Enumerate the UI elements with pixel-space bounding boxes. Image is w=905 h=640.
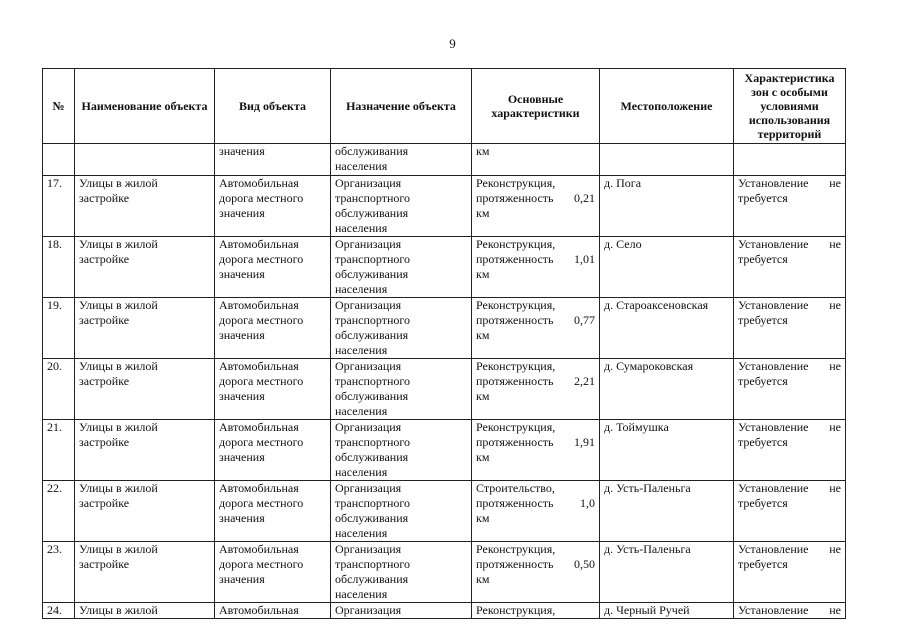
cell-name: Улицы в жилой — [75, 603, 215, 619]
cell-name: Улицы в жилой застройке — [75, 176, 215, 237]
cell-zones: Установление не требуется — [734, 237, 846, 298]
table-row-24 — [43, 603, 846, 619]
cell-location — [600, 144, 734, 176]
cell-purpose: Организация — [331, 603, 472, 619]
cell-zones: Установление не — [734, 603, 846, 619]
cell-name: Улицы в жилой застройке — [75, 481, 215, 542]
cell-location: д. Пога — [600, 176, 734, 237]
cell-characteristics: Реконструкция, протяженность 0,21 км — [472, 176, 600, 237]
cell-num: 19. — [43, 298, 75, 359]
cell-location: д. Сумароковская — [600, 359, 734, 420]
header-purpose: Назначение объекта — [331, 69, 472, 144]
table-row-17 — [43, 176, 846, 237]
table-row-19 — [43, 298, 846, 359]
header-type: Вид объекта — [215, 69, 331, 144]
cell-purpose: Организация транспортного обслуживания населения — [331, 176, 472, 237]
header-location: Местоположение — [600, 69, 734, 144]
cell-location: д. Усть-Паленьга — [600, 542, 734, 603]
cell-zones: Установление не требуется — [734, 359, 846, 420]
cell-name: Улицы в жилой застройке — [75, 237, 215, 298]
objects-table — [42, 68, 846, 619]
page-number: 9 — [449, 36, 456, 51]
cell-purpose: Организация транспортного обслуживания населения — [331, 237, 472, 298]
continuation-row — [43, 144, 846, 176]
cell-type: Автомобильная дорога местного значения — [215, 237, 331, 298]
cell-name: Улицы в жилой застройке — [75, 359, 215, 420]
cell-type: Автомобильная — [215, 603, 331, 619]
cell-type: Автомобильная дорога местного значения — [215, 420, 331, 481]
cell-characteristics: км — [472, 144, 600, 176]
cell-location: д. Староаксеновская — [600, 298, 734, 359]
cell-characteristics: Строительство, протяженность 1,0 км — [472, 481, 600, 542]
cell-purpose: Организация транспортного обслуживания населения — [331, 298, 472, 359]
cell-purpose: Организация транспортного обслуживания населения — [331, 542, 472, 603]
cell-name: Улицы в жилой застройке — [75, 420, 215, 481]
cell-zones: Установление не требуется — [734, 481, 846, 542]
cell-type: значения — [215, 144, 331, 176]
cell-type: Автомобильная дорога местного значения — [215, 542, 331, 603]
table-row-23 — [43, 542, 846, 603]
cell-purpose: Организация транспортного обслуживания населения — [331, 420, 472, 481]
cell-num: 23. — [43, 542, 75, 603]
header-zones: Характеристика зон с особыми условиями использования территорий — [734, 69, 846, 144]
cell-zones: Установление не требуется — [734, 176, 846, 237]
cell-name: Улицы в жилой застройке — [75, 542, 215, 603]
cell-location: д. Село — [600, 237, 734, 298]
cell-type: Автомобильная дорога местного значения — [215, 481, 331, 542]
header-name: Наименование объекта — [75, 69, 215, 144]
header-characteristics: Основные характеристики — [472, 69, 600, 144]
header-num: № — [43, 69, 75, 144]
cell-zones: Установление не требуется — [734, 298, 846, 359]
cell-num: 22. — [43, 481, 75, 542]
cell-location: д. Усть-Паленьга — [600, 481, 734, 542]
cell-location: д. Черный Ручей — [600, 603, 734, 619]
cell-characteristics: Реконструкция, — [472, 603, 600, 619]
cell-zones: Установление не требуется — [734, 542, 846, 603]
cell-name — [75, 144, 215, 176]
cell-num: 18. — [43, 237, 75, 298]
cell-characteristics: Реконструкция, протяженность 2,21 км — [472, 359, 600, 420]
table-row-21 — [43, 420, 846, 481]
cell-type: Автомобильная дорога местного значения — [215, 176, 331, 237]
cell-num: 17. — [43, 176, 75, 237]
cell-purpose: обслуживания населения — [331, 144, 472, 176]
table-row-20 — [43, 359, 846, 420]
table-row-22 — [43, 481, 846, 542]
cell-type: Автомобильная дорога местного значения — [215, 298, 331, 359]
cell-characteristics: Реконструкция, протяженность 1,91 км — [472, 420, 600, 481]
table-header-row — [43, 69, 846, 144]
cell-characteristics: Реконструкция, протяженность 1,01 км — [472, 237, 600, 298]
cell-num: 20. — [43, 359, 75, 420]
cell-num: 24. — [43, 603, 75, 619]
cell-name: Улицы в жилой застройке — [75, 298, 215, 359]
cell-characteristics: Реконструкция, протяженность 0,77 км — [472, 298, 600, 359]
cell-zones: Установление не требуется — [734, 420, 846, 481]
cell-zones — [734, 144, 846, 176]
cell-purpose: Организация транспортного обслуживания населения — [331, 481, 472, 542]
table-row-18 — [43, 237, 846, 298]
cell-type: Автомобильная дорога местного значения — [215, 359, 331, 420]
cell-characteristics: Реконструкция, протяженность 0,50 км — [472, 542, 600, 603]
cell-num — [43, 144, 75, 176]
cell-location: д. Тоймушка — [600, 420, 734, 481]
cell-num: 21. — [43, 420, 75, 481]
cell-purpose: Организация транспортного обслуживания населения — [331, 359, 472, 420]
